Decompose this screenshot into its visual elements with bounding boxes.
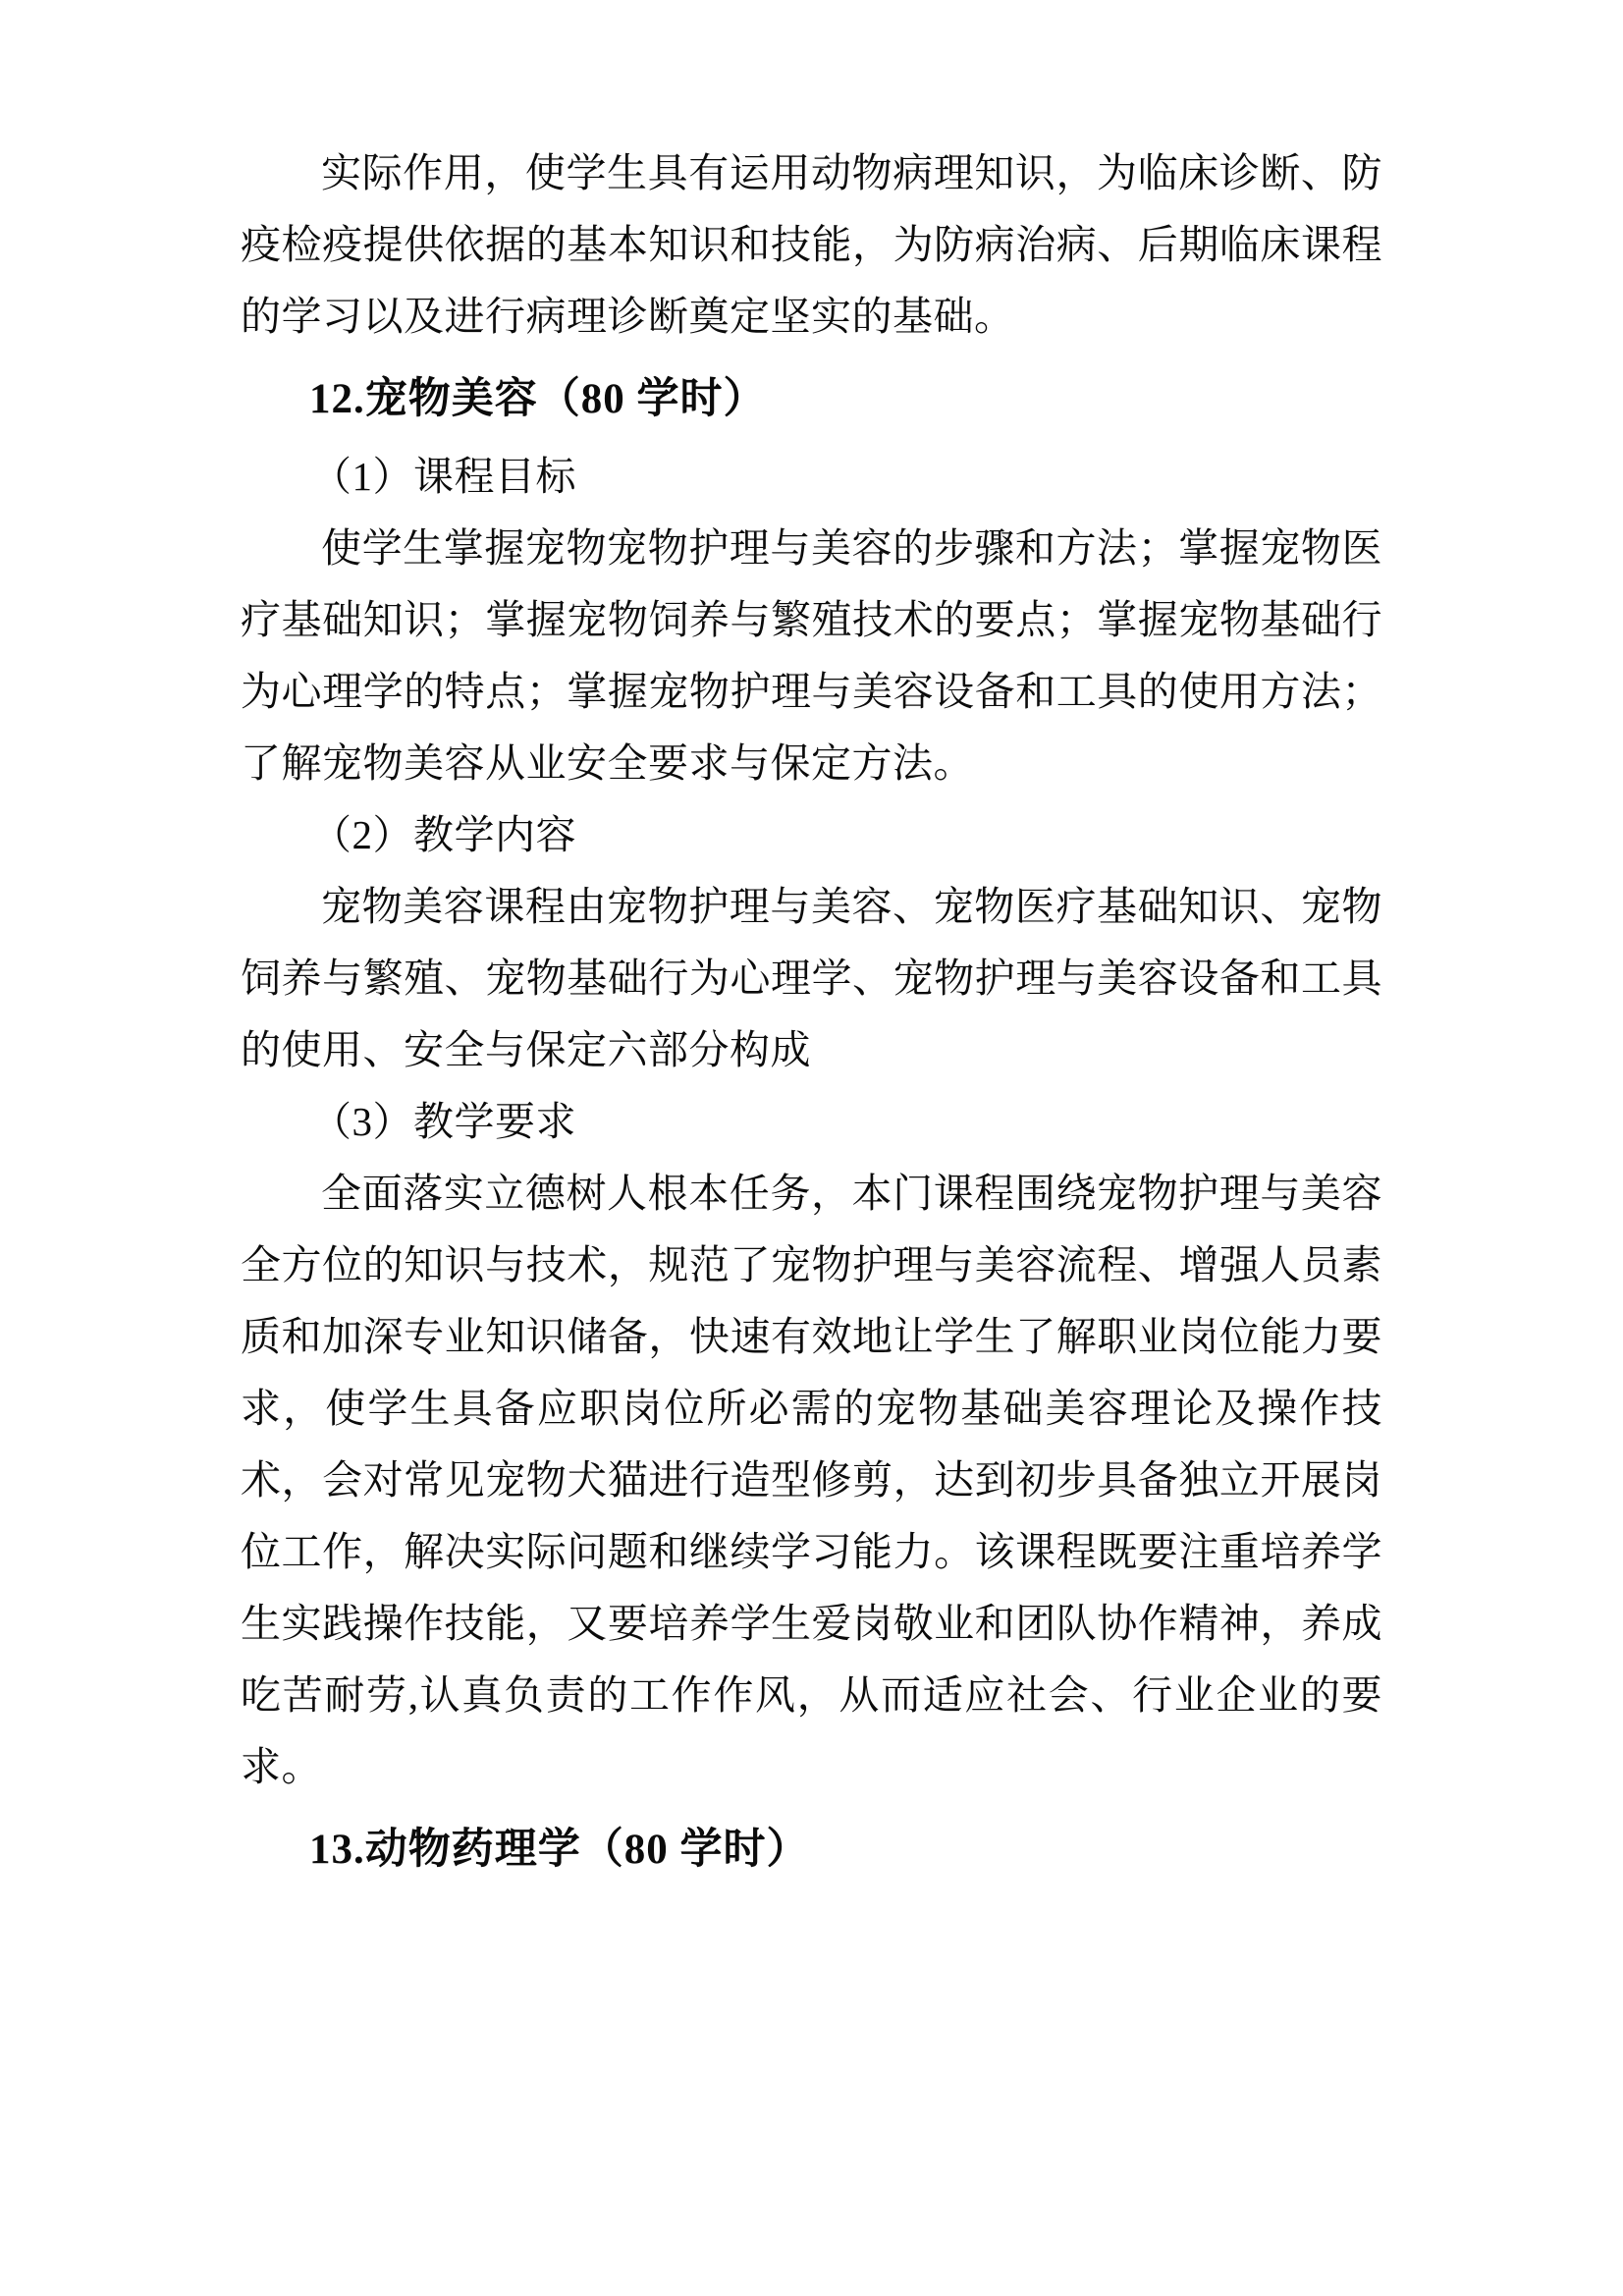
document-body xyxy=(241,137,1382,1887)
paragraph-course-objective: 使学生掌握宠物宠物护理与美容的步骤和方法；掌握宠物医疗基础知识；掌握宠物饲养与繁殖技术的要点；掌握宠物基础行为心理学的特点；掌握宠物护理与美容设备和工具的使用方法；了解宠物美容从业安全要求与保定方法。 xyxy=(241,525,1382,787)
paragraph-teaching-content: 宠物美容课程由宠物护理与美容、宠物医疗基础知识、宠物饲养与繁殖、宠物基础行为心理学、宠物护理与美容设备和工具的使用、安全与保定六部分构成 xyxy=(241,884,1382,1073)
paragraph-teaching-requirements: 全面落实立德树人根本任务，本门课程围绕宠物护理与美容全方位的知识与技术，规范了宠物护理与美容流程、增强人员素质和加深专业知识储备，快速有效地让学生了解职业岗位能力要求，使学生具备应职岗位所必需的宠物基础美容理论及操作技术，会对常见宠物犬猫进行造型修剪，达到初步具备独立开展岗位工作，解决实际问题和继续学习能力。该课程既要注重培养学生实践操作技能，又要培养学生爱岗敬业和团队协作精神，养成吃苦耐劳,认真负责的工作作风，从而适应社会、行业企业的要求。 xyxy=(241,1171,1382,1789)
intro-paragraph: 实际作用，使学生具有运用动物病理知识，为临床诊断、防疫检疫提供依据的基本知识和技能，为防病治病、后期临床课程的学习以及进行病理诊断奠定坚实的基础。 xyxy=(241,150,1382,339)
section-heading-12: 12.宠物美容（80 学时） xyxy=(309,375,767,422)
subheading-teaching-content: （2）教学内容 xyxy=(311,812,576,858)
subheading-teaching-requirements: （3）教学要求 xyxy=(311,1099,576,1145)
section-heading-13: 13.动物药理学（80 学时） xyxy=(309,1826,810,1873)
subheading-course-objective: （1）课程目标 xyxy=(311,454,576,500)
